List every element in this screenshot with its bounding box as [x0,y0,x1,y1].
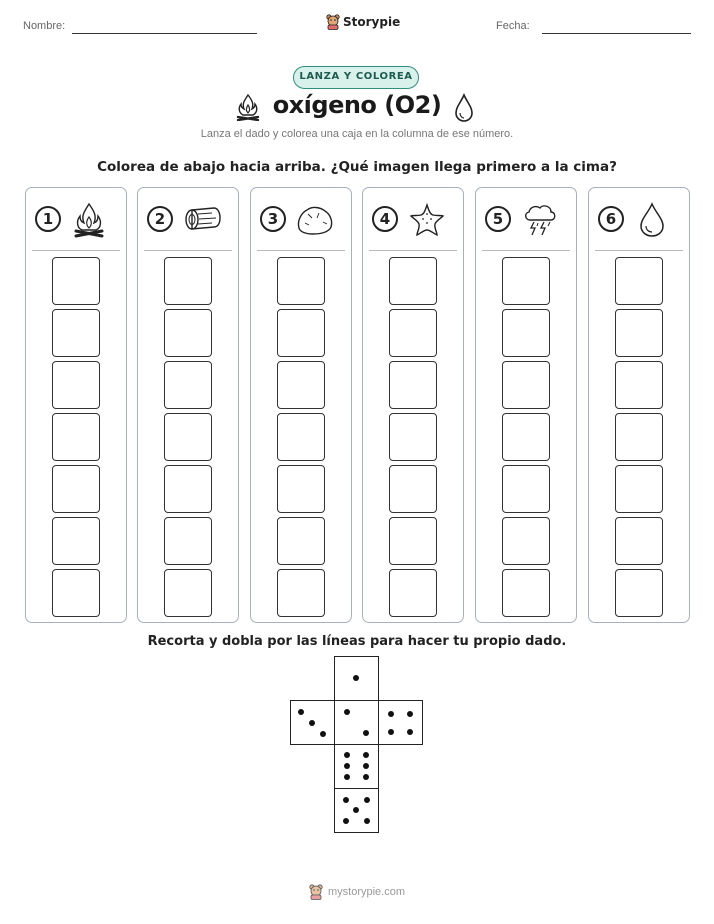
activity-badge: LANZA Y COLOREA [293,66,419,89]
color-box[interactable] [389,361,437,409]
die-pip [407,729,413,735]
color-box[interactable] [277,309,325,357]
color-box[interactable] [52,413,100,461]
page-title: oxígeno (O2) [272,91,442,119]
color-box[interactable] [164,413,212,461]
brand-name: Storypie [343,15,401,29]
color-box[interactable] [52,361,100,409]
color-box[interactable] [615,413,663,461]
die-pip [344,763,350,769]
die-face-5 [334,788,379,833]
date-line[interactable] [542,33,691,34]
color-box[interactable] [502,569,550,617]
color-box[interactable] [277,257,325,305]
die-pip [363,730,369,736]
die-pip [353,675,359,681]
die-pip [309,720,315,726]
column-divider [369,250,457,251]
die-pip [388,711,394,717]
die-face-3 [290,700,335,745]
color-box[interactable] [502,413,550,461]
color-box[interactable] [615,309,663,357]
color-box[interactable] [164,569,212,617]
column-number: 1 [35,206,61,232]
starfish-icon [409,202,445,238]
die-pip [363,763,369,769]
name-line[interactable] [72,33,257,34]
bear-mascot-icon [309,884,323,900]
water-drop-icon [637,202,667,238]
die-pip [344,752,350,758]
color-box[interactable] [52,257,100,305]
die-pip [344,774,350,780]
die-pip [363,752,369,758]
color-box[interactable] [277,569,325,617]
die-pip [298,709,304,715]
column-number: 4 [372,206,398,232]
color-box[interactable] [502,257,550,305]
color-box[interactable] [164,465,212,513]
footer-url: mystorypie.com [328,886,406,898]
log-icon [184,204,222,234]
water-drop-icon [453,93,475,123]
column-divider [257,250,345,251]
color-box[interactable] [502,465,550,513]
die-pip [364,797,370,803]
color-box[interactable] [502,517,550,565]
color-box[interactable] [615,465,663,513]
color-box[interactable] [502,361,550,409]
column-3 [250,187,352,623]
die-face-1 [334,656,379,701]
color-box[interactable] [277,361,325,409]
color-box[interactable] [389,569,437,617]
color-box[interactable] [277,517,325,565]
color-box[interactable] [277,413,325,461]
die-pip [364,818,370,824]
color-box[interactable] [389,257,437,305]
column-6 [588,187,690,623]
die-pip [344,709,350,715]
instruction: Colorea de abajo hacia arriba. ¿Qué imagen llega primero a la cima? [97,159,617,175]
color-box[interactable] [389,465,437,513]
title-row [0,91,714,125]
subtitle: Lanza el dado y colorea una caja en la columna de ese número. [200,128,514,140]
color-box[interactable] [389,517,437,565]
color-box[interactable] [389,309,437,357]
column-divider [482,250,570,251]
column-2 [137,187,239,623]
storm-cloud-icon [522,202,558,238]
die-pip [353,807,359,813]
die-pip [363,774,369,780]
color-box[interactable] [52,517,100,565]
color-box[interactable] [164,257,212,305]
column-1 [25,187,127,623]
name-label: Nombre: [23,20,66,32]
rock-icon [295,204,335,236]
column-4 [362,187,464,623]
color-box[interactable] [164,517,212,565]
color-box[interactable] [52,465,100,513]
brand-logo [326,14,400,30]
campfire-icon [72,202,106,238]
cut-instruction: Recorta y dobla por las líneas para hacer tu propio dado. [147,634,567,649]
die-pip [407,711,413,717]
column-number: 6 [598,206,624,232]
column-divider [595,250,683,251]
bear-mascot-icon [326,14,340,30]
color-box[interactable] [615,517,663,565]
column-number: 2 [147,206,173,232]
color-box[interactable] [277,465,325,513]
color-box[interactable] [502,309,550,357]
die-pip [388,729,394,735]
color-box[interactable] [615,569,663,617]
die-face-6 [334,744,379,789]
die-face-4 [378,700,423,745]
color-box[interactable] [389,413,437,461]
color-box[interactable] [164,309,212,357]
color-box[interactable] [615,257,663,305]
die-pip [320,731,326,737]
color-box[interactable] [52,569,100,617]
color-box[interactable] [52,309,100,357]
date-label: Fecha: [496,20,530,32]
column-number: 5 [485,206,511,232]
color-box[interactable] [164,361,212,409]
column-5 [475,187,577,623]
footer [309,884,405,900]
die-pip [343,797,349,803]
column-divider [144,250,232,251]
die-pip [343,818,349,824]
column-number: 3 [260,206,286,232]
color-box[interactable] [615,361,663,409]
die-face-2 [334,700,379,745]
column-divider [32,250,120,251]
